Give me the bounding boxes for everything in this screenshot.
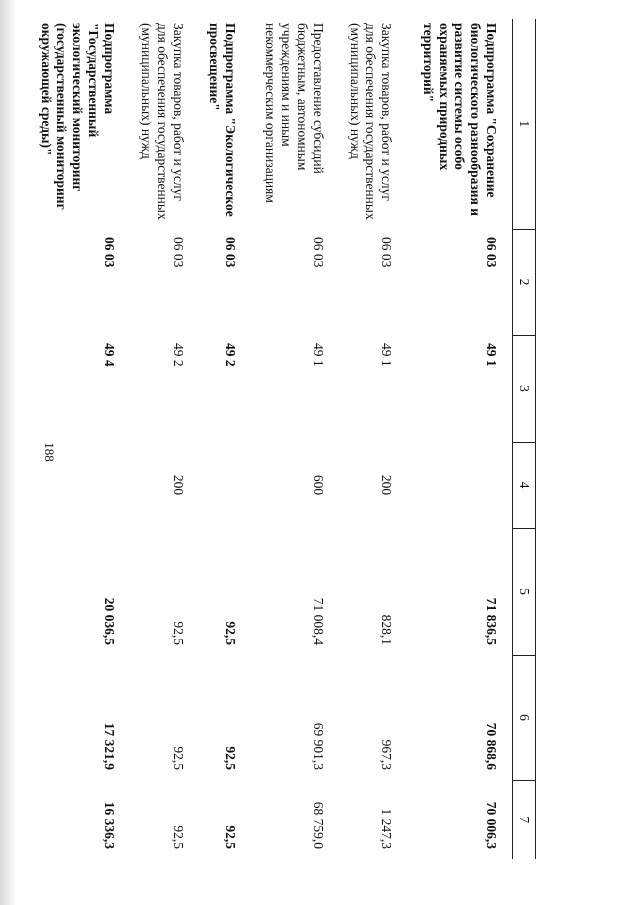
table-row (129, 19, 196, 859)
section-code-cell: 06 03 (222, 237, 238, 268)
column-number: 3 (513, 335, 536, 442)
section-code-cell: 06 03 (379, 237, 395, 268)
column-number: 2 (513, 229, 536, 335)
column-number: 4 (513, 442, 536, 528)
amount-col7-cell: 92,5 (171, 825, 187, 849)
amount-col5-cell: 71 008,4 (310, 597, 326, 645)
amount-col7-cell: 92,5 (222, 825, 238, 849)
amount-col6-cell: 967,3 (379, 739, 395, 770)
expense-type-cell (410, 442, 512, 528)
table-row (410, 19, 512, 859)
page-number-text: 188 (42, 442, 57, 462)
column-number-row (513, 19, 536, 859)
budget-table (28, 19, 536, 859)
target-item-cell: 49 2 (171, 343, 187, 367)
column-number: 1 (513, 19, 536, 229)
expense-type-cell: 200 (171, 474, 187, 496)
table-row (196, 19, 253, 859)
target-item-cell: 49 1 (484, 343, 499, 367)
row-name-cell: Предоставление субсидий бюджетным, автономным учреждениям и иным некоммерческим организациям (263, 23, 326, 203)
expense-type-cell: 200 (379, 474, 395, 496)
row-name-cell: Подпрограмма "Государственный экологический мониторинг (государственный мониторинг окружающей среды)" (38, 23, 117, 210)
column-number: 6 (513, 655, 536, 780)
amount-col6-cell: 92,5 (222, 746, 238, 770)
target-item-cell: 49 1 (379, 343, 395, 367)
amount-col7-cell: 16 336,3 (101, 801, 117, 849)
row-name-cell: Закупка товаров, работ и услуг для обеспечения государственных (муниципальных) нужд (347, 23, 395, 220)
amount-col7-cell: 70 006,3 (484, 801, 499, 849)
row-name-cell: Закупка товаров, работ и услуг для обеспечения государственных (муниципальных) нужд (139, 23, 187, 220)
target-item-cell: 49 1 (310, 343, 326, 367)
amount-col6-cell: 92,5 (171, 746, 187, 770)
row-name-cell: Подпрограмма "Экологическое просвещение" (206, 23, 238, 217)
amount-col5-cell: 92,5 (171, 621, 187, 645)
section-code-cell: 06 03 (310, 237, 326, 268)
table-row (337, 19, 410, 859)
amount-col5-cell: 92,5 (222, 621, 238, 645)
expense-type-cell (28, 442, 129, 528)
expense-type-cell: 600 (310, 474, 326, 496)
amount-col6-cell: 69 901,3 (310, 722, 326, 770)
table-body (28, 19, 513, 859)
table-row (28, 19, 129, 859)
amount-col5-cell: 828,1 (379, 614, 395, 645)
target-item-cell: 49 2 (222, 343, 238, 367)
table-row (253, 19, 337, 859)
section-code-cell: 06 03 (101, 237, 117, 268)
section-code-cell: 06 03 (171, 237, 187, 268)
amount-col5-cell: 20 036,5 (101, 597, 117, 645)
target-item-cell: 49 4 (101, 343, 117, 367)
amount-col6-cell: 17 321,9 (101, 722, 117, 770)
amount-col7-cell: 68 759,0 (310, 801, 326, 849)
row-name-cell: Подпрограмма "Сохранение биологического разнообразия и развитие системы особо охраняемых природных территорий" (420, 23, 499, 216)
expense-type-cell (196, 442, 253, 528)
amount-col6-cell: 70 868,6 (484, 722, 499, 770)
section-code-cell: 06 03 (484, 237, 499, 268)
column-number: 5 (513, 528, 536, 655)
amount-col5-cell: 71 836,5 (484, 597, 499, 645)
amount-col7-cell: 1 247,3 (379, 808, 395, 849)
column-number: 7 (513, 780, 536, 859)
